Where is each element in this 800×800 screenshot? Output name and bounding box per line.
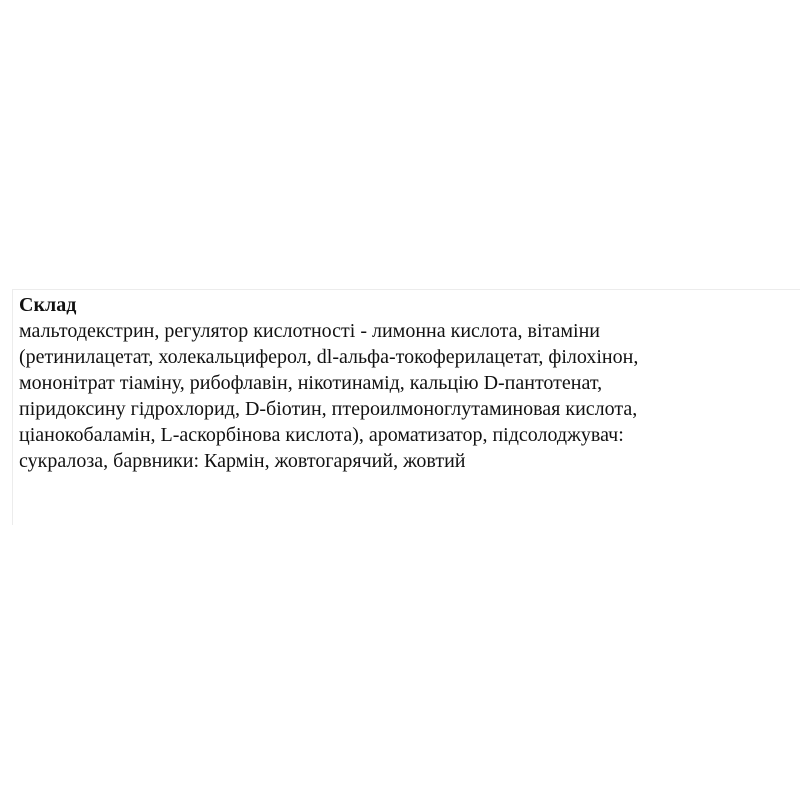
composition-line: мальтодекстрин, регулятор кислотності - лимонна кислота, вітаміни [19, 320, 600, 342]
composition-line: мононітрат тіаміну, рибофлавін, нікотинамід, кальцію D-пантотенат, [19, 372, 603, 394]
composition-line: ціанокобаламін, L-аскорбінова кислота), ароматизатор, підсолоджувач: [19, 424, 624, 446]
composition-line: сукралоза, барвники: Кармін, жовтогарячий, жовтий [19, 450, 466, 472]
composition-line: (ретинилацетат, холекальциферол, dl-альфа-токоферилацетат, філохінон, [19, 346, 639, 368]
composition-line: піридоксину гідрохлорид, D-біотин, птероилмоноглутаминовая кислота, [19, 398, 638, 420]
composition-heading: Склад [19, 294, 77, 316]
composition-block [19, 292, 794, 474]
